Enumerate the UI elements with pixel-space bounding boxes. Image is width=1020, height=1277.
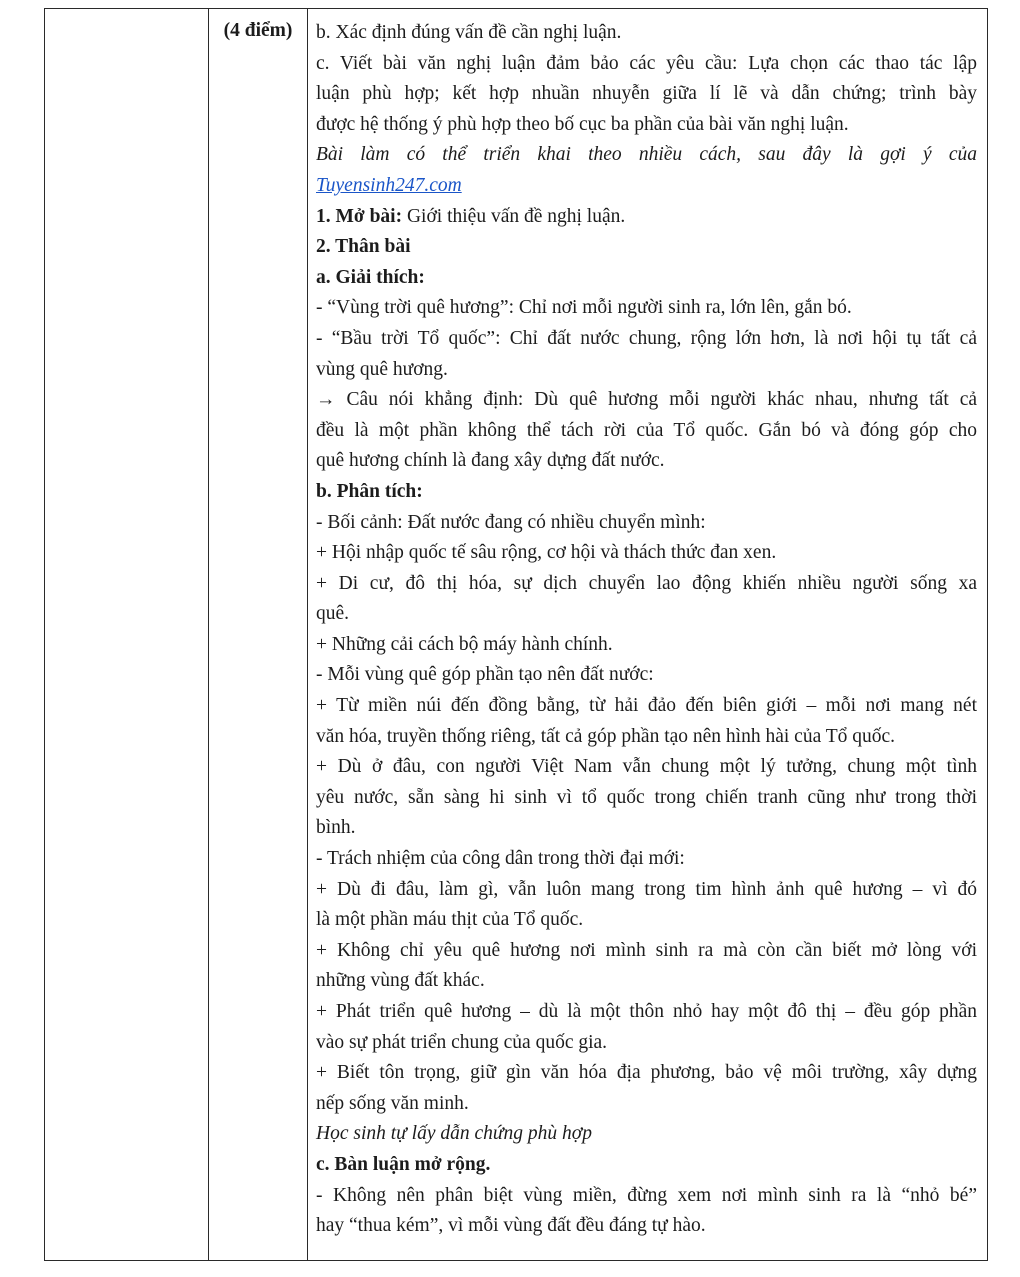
text-line: + Phát triển quê hương – dù là một thôn nhỏ hay một đô thị – đều góp phần (316, 1001, 977, 1022)
question-cell (45, 9, 209, 1261)
text-line: vào sự phát triển chung của quốc gia. (316, 1031, 608, 1053)
text-line: được hệ thống ý phù hợp theo bố cục ba phần của bài văn nghị luận. (316, 113, 849, 135)
text-line: b. Xác định đúng vấn đề cần nghị luận. (316, 22, 622, 43)
table-row (45, 9, 988, 1261)
content-cell (308, 9, 988, 1261)
subsection-heading: b. Phân tích: (316, 480, 423, 502)
text-line: → Câu nói khẳng định: Dù quê hương mỗi người khác nhau, nhưng tất cả (316, 389, 977, 411)
text-line: văn hóa, truyền thống riêng, tất cả góp phần tạo nên hình hài của Tổ quốc. (316, 725, 896, 747)
text-line: + Từ miền núi đến đồng bằng, từ hải đảo đến biên giới – mỗi nơi mang nét (316, 695, 977, 717)
subsection-heading: a. Giải thích: (316, 266, 425, 288)
answer-table (44, 8, 988, 1261)
score-label: (4 điểm) (223, 20, 293, 41)
text-line: hay “thua kém”, vì mỗi vùng đất đều đáng tự hào. (316, 1215, 706, 1237)
subsection-heading: c. Bàn luận mở rộng. (316, 1153, 491, 1175)
text-line: + Hội nhập quốc tế sâu rộng, cơ hội và thách thức đan xen. (316, 542, 777, 564)
text-line: + Biết tôn trọng, giữ gìn văn hóa địa phương, bảo vệ môi trường, xây dựng (316, 1062, 977, 1084)
italic-note-line: Học sinh tự lấy dẫn chứng phù hợp (316, 1123, 592, 1145)
text-line: - “Bầu trời Tổ quốc”: Chỉ đất nước chung, rộng lớn hơn, là nơi hội tụ tất cả (316, 327, 977, 349)
text-line: + Không chỉ yêu quê hương nơi mình sinh ra mà còn cần biết mở lòng với (316, 939, 977, 961)
text-line: + Di cư, đô thị hóa, sự dịch chuyển lao động khiến nhiều người sống xa (316, 572, 977, 594)
text-line: quê. (316, 603, 350, 625)
score-cell (209, 9, 308, 1261)
text-line: vùng quê hương. (316, 358, 448, 380)
answer-content (308, 9, 987, 1242)
section-text: Giới thiệu vấn đề nghị luận. (402, 205, 626, 227)
text-line: đều là một phần không thể tách rời của Tổ quốc. Gắn bó và đóng góp cho (316, 419, 977, 441)
text-line: những vùng đất khác. (316, 970, 485, 992)
text-line: luận phù hợp; kết hợp nhuần nhuyễn giữa lí lẽ và dẫn chứng; trình bày (316, 83, 977, 105)
tuyensinh-link[interactable]: Tuyensinh247.com (316, 174, 462, 196)
text-line: quê hương chính là đang xây dựng đất nước. (316, 450, 665, 472)
text-line: - “Vùng trời quê hương”: Chỉ nơi mỗi người sinh ra, lớn lên, gắn bó. (316, 297, 852, 319)
text-line: - Trách nhiệm của công dân trong thời đại mới: (316, 848, 685, 870)
text-line: bình. (316, 817, 356, 839)
text-line: nếp sống văn minh. (316, 1092, 469, 1114)
text-line: + Dù ở đâu, con người Việt Nam vẫn chung một lý tưởng, chung một tình (316, 756, 977, 778)
section-heading: 2. Thân bài (316, 236, 411, 258)
text-line: + Những cải cách bộ máy hành chính. (316, 633, 613, 655)
text-line: - Bối cảnh: Đất nước đang có nhiều chuyển mình: (316, 511, 706, 533)
text-line: + Dù đi đâu, làm gì, vẫn luôn mang trong tim hình ảnh quê hương – vì đó (316, 878, 977, 900)
text-line: - Không nên phân biệt vùng miền, đừng xem nơi mình sinh ra là “nhỏ bé” (316, 1184, 977, 1206)
text-line: yêu nước, sẵn sàng hi sinh vì tổ quốc trong chiến tranh cũng như trong thời (316, 786, 977, 808)
italic-note-line: Bài làm có thể triển khai theo nhiều cách, sau đây là gợi ý của (316, 144, 977, 166)
heading-line (316, 202, 977, 233)
text-line: c. Viết bài văn nghị luận đảm bảo các yêu cầu: Lựa chọn các thao tác lập (316, 52, 977, 74)
link-line (316, 171, 977, 202)
text-line: là một phần máu thịt của Tổ quốc. (316, 909, 584, 931)
text-line: - Mỗi vùng quê góp phần tạo nên đất nước: (316, 664, 654, 686)
section-heading: 1. Mở bài: (316, 205, 403, 227)
